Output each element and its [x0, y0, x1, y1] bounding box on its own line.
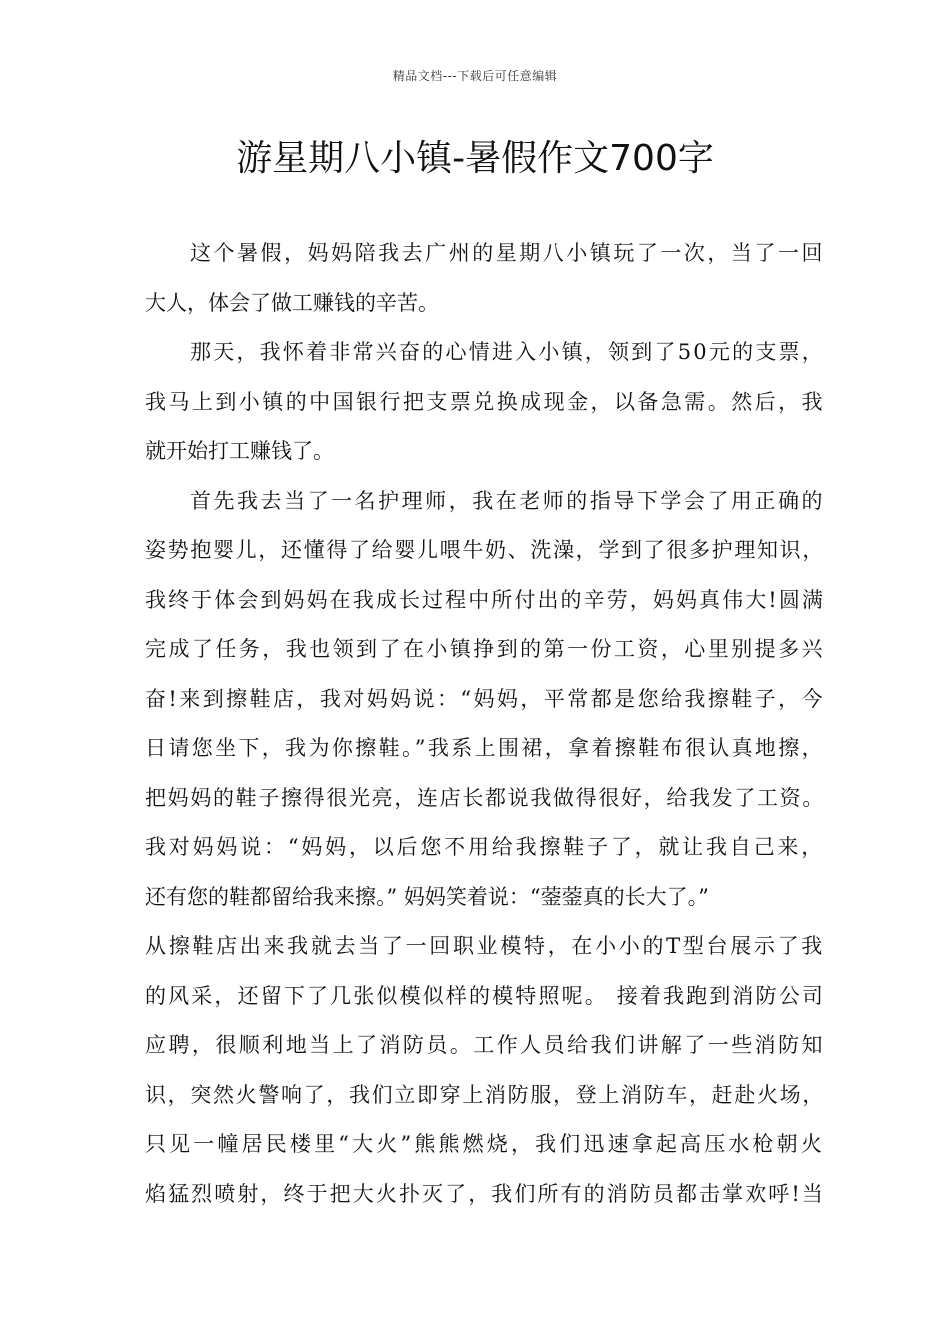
text-line: 焰猛烈喷射，终于把大火扑灭了，我们所有的消防员都击掌欢呼!当: [145, 1181, 825, 1206]
text-line: 的风采，还留下了几张似模似样的模特照呢。 接着我跑到消防公司: [145, 983, 825, 1008]
text-line: 姿势抱婴儿，还懂得了给婴儿喂牛奶、洗澡，学到了很多护理知识，: [145, 538, 825, 562]
text-line: 应聘，很顺利地当上了消防员。工作人员给我们讲解了一些消防知: [145, 1033, 825, 1057]
text-line: 我马上到小镇的中国银行把支票兑换成现金，以备急需。然后，我: [145, 389, 825, 414]
page-title: 游星期八小镇-暑假作文700字: [236, 138, 714, 179]
text-line: 还有您的鞋都留给我来擦。” 妈妈笑着说：“蓥蓥真的长大了。”: [145, 884, 709, 909]
text-line: 我终于体会到妈妈在我成长过程中所付出的辛劳，妈妈真伟大!圆满: [145, 587, 825, 612]
header-note: 精品文档---下载后可任意编辑: [392, 69, 558, 83]
text-line: 从擦鞋店出来我就去当了一回职业模特，在小小的T型台展示了我: [145, 934, 825, 958]
text-line: 就开始打工赚钱了。: [145, 439, 334, 463]
text-line: 我对妈妈说：“妈妈，以后您不用给我擦鞋子了，就让我自己来，: [145, 835, 825, 859]
text-line: 把妈妈的鞋子擦得很光亮，连店长都说我做得很好，给我发了工资。: [145, 785, 825, 810]
text-line: 只见一幢居民楼里“大火”熊熊燃烧，我们迅速拿起高压水枪朝火: [145, 1132, 825, 1156]
text-line: 识，突然火警响了，我们立即穿上消防服，登上消防车，赶赴火场，: [145, 1082, 825, 1107]
text-line: 奋!来到擦鞋店，我对妈妈说：“妈妈，平常都是您给我擦鞋子，今: [145, 686, 825, 711]
text-line: 大人，体会了做工赚钱的辛苦。: [145, 290, 439, 315]
text-line: 首先我去当了一名护理师，我在老师的指导下学会了用正确的: [190, 488, 825, 513]
text-line: 这个暑假，妈妈陪我去广州的星期八小镇玩了一次，当了一回: [190, 241, 825, 265]
text-line: 那天，我怀着非常兴奋的心情进入小镇，领到了50元的支票，: [190, 340, 825, 364]
essay-body: [145, 229, 825, 1219]
text-line: 完成了任务，我也领到了在小镇挣到的第一份工资，心里别提多兴: [145, 637, 825, 661]
text-line: 日请您坐下，我为你擦鞋。”我系上围裙，拿着擦鞋布很认真地擦，: [145, 736, 825, 760]
